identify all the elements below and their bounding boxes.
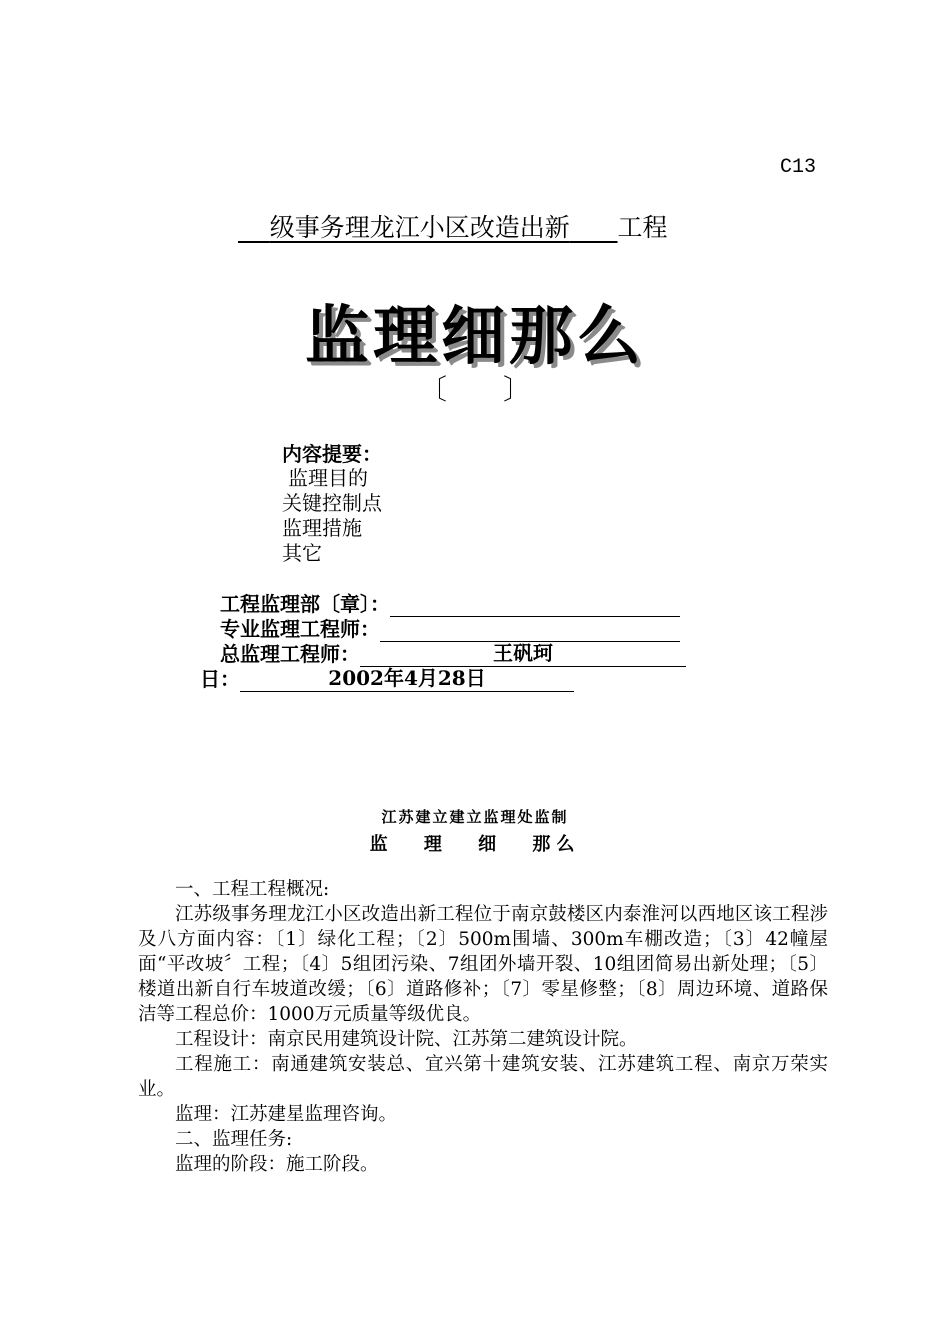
body-paragraph: 监理：江苏建星监理咨询。 [175,1104,398,1125]
project-name: 级事务理龙江小区改造出新 [269,213,570,242]
section-org: 江苏建立建立监理处监制 [381,808,569,826]
body-paragraph: 江苏级事务理龙江小区改造出新工程位于南京鼓楼区内泰淮河以西地区该工程涉及八方面内容：〔1〕绿化工程；〔2〕500m围墙、300m车棚改造；〔3〕42幢屋面“平改坡〞工程；〔4〕5组团污染、7组团外墙开裂、10组团简易出新处理；〔5〕楼道出新自行车坡道改缓；〔6〕道路修补；〔7〕零星修整；〔8〕周边环境、道路保洁等工程总价：1000万元质量等级优良。 [138,904,828,1025]
dept-label: 工程监理部〔章〕： [220,592,390,616]
main-title: 监理细那么 [305,300,645,374]
section-title: 监 理 细 那么 [369,834,581,855]
body-paragraph: 二、监理任务: [175,1129,293,1150]
body-paragraph: 监理的阶段：施工阶段。 [175,1154,379,1175]
body-paragraph: 工程施工：南通建筑安装总、宜兴第十建筑安装、江苏建筑工程、南京万荣实业。 [138,1054,828,1100]
project-title-line [238,208,668,244]
chief-label: 总监理工程师： [220,642,360,666]
specialist-label: 专业监理工程师： [220,617,380,641]
chief-name: 王矾珂 [493,641,553,665]
body-paragraph: 一、工程工程概况: [175,879,330,900]
title-brackets: 〔 〕 [418,373,531,406]
body-text [138,877,828,1177]
date-label: 日： [200,667,240,691]
date-value: 2002年4月28日 [328,666,486,690]
signoff-date-row [200,662,574,692]
summary-item: 其它 [282,541,322,565]
summary-item: 监理措施 [282,516,362,540]
document-code: C13 [780,156,817,179]
body-paragraph: 工程设计：南京民用建筑设计院、江苏第二建筑设计院。 [175,1029,638,1050]
summary-label: 内容提要： [282,442,382,466]
project-suffix: 工程 [617,213,668,242]
date-value-line [240,662,574,692]
summary-item: 关键控制点 [282,491,382,515]
summary-item: 监理目的 [288,466,368,490]
